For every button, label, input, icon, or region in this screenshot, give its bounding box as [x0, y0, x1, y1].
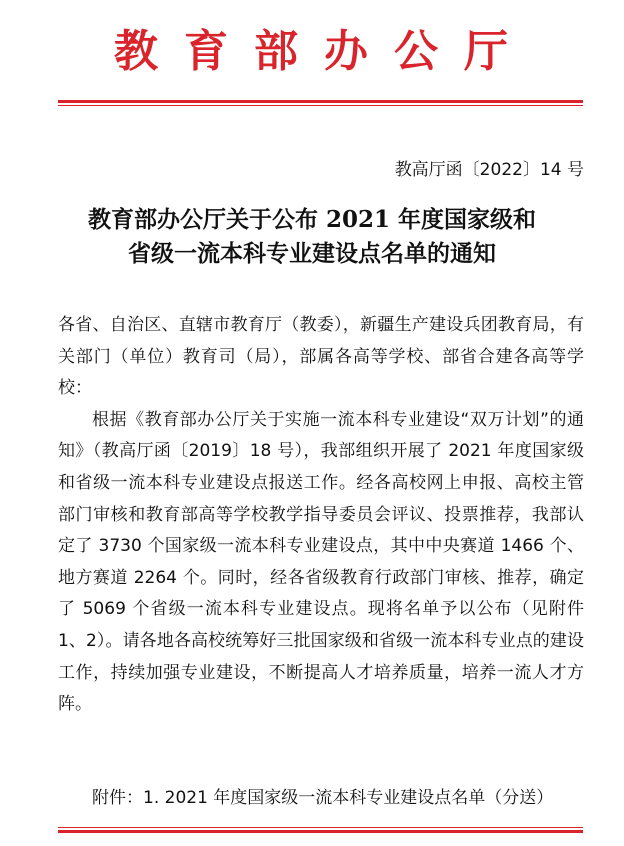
document-title	[0, 203, 624, 271]
footer-red-rule-thick	[58, 830, 583, 833]
main-paragraph: 根据《教育部办公厅关于实施一流本科专业建设“双万计划”的通知》（教高厅函〔2019〕18 号），我部组织开展了 2021 年度国家级和省级一流本科专业建设点报送工作。经各高校网上申报、高校主管部门审核和教育部高等学校教学指导委员会评议、投票推荐，我部认定了 3730 个国家级一流本科专业建设点，其中中央赛道 1466 个、地方赛道 2264 个。同时，经各省级教育行政部门审核、推荐，确定了 5069 个省级一流本科专业建设点。现将名单予以公布（见附件 1、2）。请各地各高校统筹好三批国家级和省级一流本科专业点的建设工作，持续加强专业建设，不断提高人才培养质量，培养一流人才方阵。	[58, 409, 584, 715]
document-number: 教高厅函〔2022〕14 号	[394, 160, 584, 180]
footer-red-rule-thin	[58, 827, 583, 828]
issuer-masthead: 教育部办公厅	[114, 26, 534, 77]
masthead-red-rule-thin	[58, 105, 583, 106]
addressee-paragraph: 各省、自治区、直辖市教育厅（教委），新疆生产建设兵团教育局，有关部门（单位）教育司（局），部属各高等学校、部省合建各高等学校：	[58, 315, 584, 399]
attachment-line: 附件：1. 2021 年度国家级一流本科专业建设点名单（分送）	[92, 788, 554, 808]
document-body	[58, 310, 584, 721]
title-line-2: 省级一流本科专业建设点名单的通知	[128, 240, 496, 267]
title-line-1: 教育部办公厅关于公布 2021 年度国家级和	[87, 206, 537, 233]
masthead-red-rule-thick	[58, 100, 583, 103]
